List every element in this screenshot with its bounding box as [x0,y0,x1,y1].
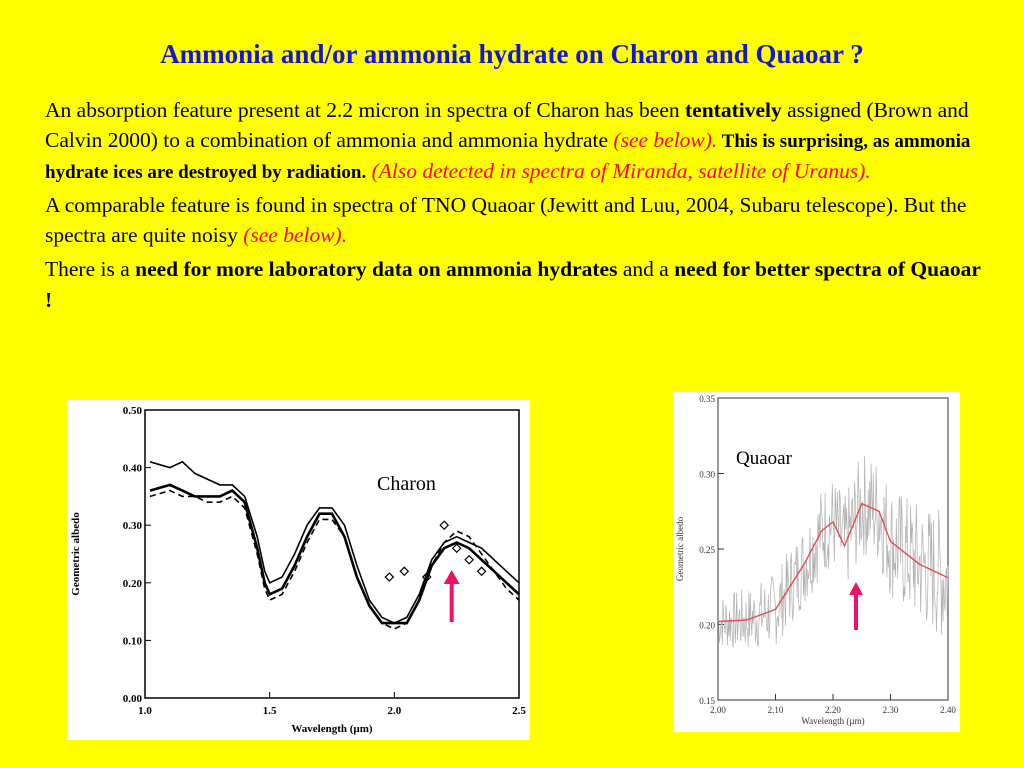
feature-arrow-head [849,582,863,595]
paragraph-need [45,254,985,314]
x-tick-label: 1.0 [138,705,152,717]
p1-miranda-note: (Also detected in spectra of Miranda, satellite of Uranus). [366,158,871,183]
quaoar-label: Quaoar [736,448,792,469]
y-tick-label: 0.50 [122,405,142,417]
data-point-marker [478,567,486,575]
y-tick-label: 0.35 [699,394,715,404]
data-point-marker [440,521,448,529]
y-tick-label: 0.20 [699,620,715,631]
y-tick-label: 0.15 [699,696,715,706]
x-tick-label: 2.40 [940,705,956,715]
x-tick-label: 2.5 [512,705,526,717]
p1-surprising: This is surprising, as ammonia hydrate ices are destroyed by radiation. [45,131,971,183]
paragraph-quaoar [45,190,985,250]
p3-need-lab-data: need for more laboratory data on ammonia hydrates [135,257,618,282]
y-tick-label: 0.40 [122,462,142,475]
charon-series-line [150,462,519,623]
p3-need-spectra: need for better spectra of Quaoar ! [45,257,981,312]
x-axis-label: Wavelength (µm) [801,716,865,726]
charon-label: Charon [377,473,436,495]
data-point-marker [465,556,473,564]
y-tick-label: 0.20 [122,577,142,590]
x-tick-label: 2.10 [767,705,784,715]
x-tick-label: 2.20 [825,705,841,715]
p1-text-3: assigned (Brown and Calvin 2000) to a combination of ammonia and ammonia hydrate [45,98,969,153]
data-point-marker [400,567,408,575]
x-tick-label: 1.5 [262,705,277,717]
data-point-marker [385,573,393,581]
slide-body [45,95,985,319]
paragraph-charon [45,95,985,186]
y-axis-label: Geometric albedo [675,516,685,582]
plot-frame [145,410,519,698]
p3-text-1: There is a [45,257,136,282]
x-tick-label: 2.30 [882,705,899,715]
x-tick-label: 2.00 [710,705,726,715]
quaoar-chart [673,392,960,732]
feature-arrow-head [444,570,460,584]
slide-title: Ammonia and/or ammonia hydrate on Charon and Quaoar ? [160,39,864,69]
p1-text-1: An absorption feature present at 2.2 micron in spectra of Charon has been [45,98,686,122]
p1-see-below: (see below). [613,128,718,153]
y-axis-label: Geometric albedo [70,512,82,596]
y-tick-label: 0.30 [699,469,715,480]
x-axis-label: Wavelength (µm) [291,723,373,735]
p2-text-1: A comparable feature is found in spectra of TNO Quaoar (Jewitt and Luu, 2004, Subaru telescope). But the spectra are quite noisy [45,193,967,248]
data-point-marker [453,544,461,552]
plot-frame [718,398,948,700]
charon-chart-svg [67,400,530,740]
charon-chart [67,400,530,740]
charon-series-line [150,485,519,623]
p3-text-3: and a [617,257,675,282]
quaoar-noisy-spectrum [718,456,948,647]
y-tick-label: 0.00 [122,693,142,705]
y-tick-label: 0.30 [122,520,142,533]
p1-tentatively: tentatively [685,98,782,122]
x-tick-label: 2.0 [387,705,402,717]
y-tick-label: 0.25 [699,545,715,555]
quaoar-chart-svg [673,392,960,732]
y-tick-label: 0.10 [122,635,142,648]
p2-see-below: (see below). [243,223,348,248]
